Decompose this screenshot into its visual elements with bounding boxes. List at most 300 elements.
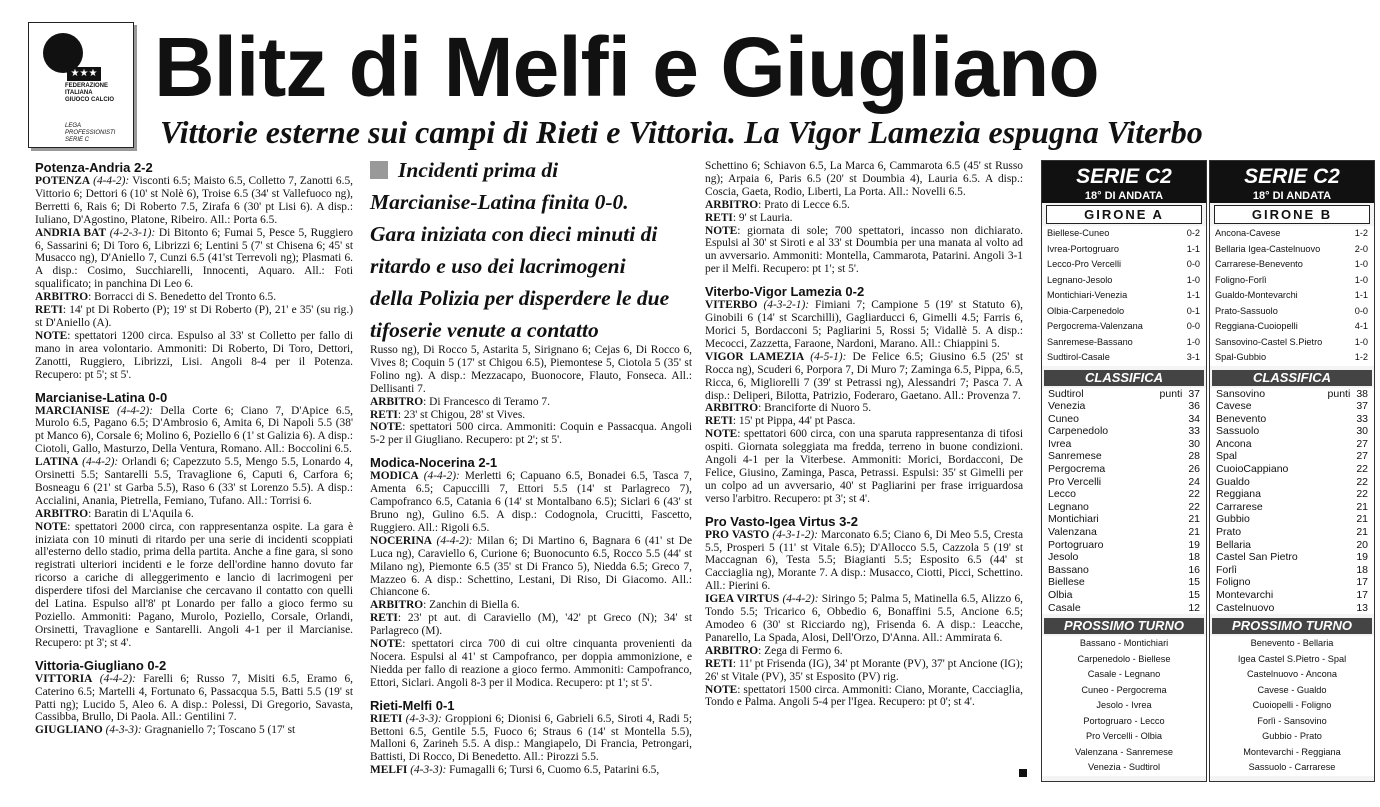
next-match: Valenzana - Sanremese <box>1042 745 1206 761</box>
match-title: Modica-Nocerina 2-1 <box>370 455 498 471</box>
team-label: RETI <box>370 408 398 421</box>
result-score: 1-0 <box>1354 336 1368 347</box>
pull-quote: Incidenti prima di Marcianise-Latina finita 0-0. Gara iniziata con dieci minuti di ritardo e uso dei lacrimogeni della Polizia per disperdere le due tifoserie venute a contatto <box>370 158 670 342</box>
match-title: Potenza-Andria 2-2 <box>35 160 153 175</box>
result-score: 1-1 <box>1186 243 1200 254</box>
paragraph-text: Fimiani 7; Campione 5 (19' st Statuto 6), Ginobili 6 (14' st Scarchilli), Gagliarducci 6, Gimelli 4.5; Farris 6, Morici 5, Bordacconi 5; Pagliarini 5, Rossi 5; Vidallè 5. A disp.: Mecocci, Zazzetta, Faraone, Nardoni, Marano. All.: Chiappini 5. <box>705 299 1024 350</box>
stars-icon: ★★★ <box>67 67 101 81</box>
standing-row <box>1042 488 1206 501</box>
result-score: 1-2 <box>1354 228 1368 238</box>
paragraph-text: : 11' pt Frisenda (IG), 34' pt Morante (PV), 37' pt Ancione (IG); 26' st Vitale (PV), 35' st Esposito (PV) rig. <box>705 657 1023 683</box>
team-label: PRO VASTO <box>705 528 770 541</box>
standing-points <box>1188 463 1200 476</box>
paragraph <box>370 713 692 765</box>
result-row <box>1042 319 1206 335</box>
square-icon <box>370 161 388 179</box>
classifica-title: CLASSIFICA <box>1044 370 1204 386</box>
team-label: VIGOR LAMEZIA <box>705 350 805 363</box>
next-match: Bassano - Montichiari <box>1042 636 1206 652</box>
result-match: Reggiana-Cuoiopelli <box>1215 321 1298 331</box>
standing-team: Gubbio <box>1216 513 1250 526</box>
result-score: 1-1 <box>1354 290 1368 300</box>
paragraph-text: : 23' st Chigou, 28' st Vives. <box>397 408 526 421</box>
column-1 <box>35 160 353 737</box>
result-score: 1-0 <box>1354 259 1368 269</box>
paragraph <box>705 593 1023 645</box>
paragraph <box>705 351 1023 403</box>
subheadline: Vittorie esterne sui campi di Rieti e Vittoria. La Vigor Lamezia espugna Viterbo <box>160 114 1203 150</box>
paragraph-text: : Branciforte di Nuoro 5. <box>758 402 872 415</box>
points-value: 17 <box>1356 589 1368 601</box>
standing-team: Castel San Pietro <box>1216 551 1298 564</box>
standing-team: Sudtirol <box>1048 387 1084 400</box>
standing-row <box>1042 513 1206 526</box>
standing-points <box>1356 413 1368 426</box>
standing-row <box>1210 501 1374 514</box>
standing-points <box>1356 551 1368 564</box>
team-label: RETI <box>705 657 733 670</box>
paragraph-text: Di Bitonto 6; Fumai 5, Pesce 5, Ruggiero 6, Sassarini 6; Di Toro 6, Librizzi 6; Lentini 5 (7' st Chisena 6; 45' st Musacco ng), D'Aniello 7, Cunzi 6.5 (41'st Terrevoli ng); Plasmati 6. A disp.: Cosimo, Succhiarelli, Innocenti, Aquaro. All.: Foti squalificato; in panchina Di Leo 6. <box>35 226 353 291</box>
paragraph <box>370 470 692 535</box>
points-value: 15 <box>1188 576 1200 589</box>
standing-row <box>1210 551 1374 564</box>
team-label: NOTE <box>705 224 738 237</box>
standing-team: Portogruaro <box>1048 538 1104 551</box>
standing-team: Casale <box>1048 601 1081 614</box>
league-text: LEGA PROFESSIONISTI SERIE C <box>65 123 116 143</box>
paragraph-text: : spettatori 2000 circa, con rappresentanza ospite. La gara è iniziata con 10 minuti di ritardo per una serie di incidenti scoppiati all'esterno dello stadio, prima della partita. Anche a fine gara, si sono registrati ulteriori incidenti e le forze dell'ordine hanno dovuto far ricorso a cariche di alleggerimento e lancio di lacrimogeni per disperdere tifosi del Marcianise che cercavano il contatto con quelli del Latina. Espulso all'8' pt Lonardo per fallo a gioco fermo su Poziello. Ammoniti: Pagano, Murolo, Poziello, Corsale, Orlandi, Orsinetti, Travaglione e Santarelli. Angoli 4-1 per il Marcianise. Recupero: pt 3'; st 4'. <box>35 520 353 649</box>
points-value: 34 <box>1188 412 1200 425</box>
points-label: punti <box>1327 387 1351 400</box>
paragraph <box>370 638 692 690</box>
standing-team: Lecco <box>1048 488 1077 501</box>
standing-points <box>1188 488 1200 501</box>
points-value: 22 <box>1356 488 1368 501</box>
paragraph-text: Orlandi 6; Capezzuto 5.5, Mengo 5.5, Lonardo 4, Orsinetti 5.5; Santarelli 5.5, Travaglione 6, Caputi 6, Carfora 6; Bosneagu 6 (21' st Garba 5.5), Raso 6 (33' st Lorenzo 5.5). A disp.: Accialini, Anania, Pietrella, Femiano, Tufano. All.: Torrisi 6. <box>35 456 353 507</box>
standing-row <box>1042 388 1206 401</box>
end-mark <box>1019 769 1027 777</box>
result-match: Pergocrema-Valenzana <box>1047 321 1143 331</box>
standing-team: Spal <box>1216 450 1238 463</box>
standing-team: Venezia <box>1048 400 1086 413</box>
paragraph <box>705 684 1023 710</box>
standing-team: Sassuolo <box>1216 425 1260 438</box>
paragraph <box>370 409 692 422</box>
standing-team: Carpenedolo <box>1048 425 1109 438</box>
result-match: Prato-Sassuolo <box>1215 305 1278 316</box>
result-match: Sanremese-Bassano <box>1047 336 1133 347</box>
formation: (4-3-1-2): <box>769 528 818 541</box>
team-label: POTENZA <box>35 175 91 187</box>
paragraph-text: : 14' pt Di Roberto (P); 19' st Di Roberto (P), 21' e 35' (su rig.) st D'Aniello (A). <box>35 304 353 329</box>
standing-team: Biellese <box>1048 576 1085 589</box>
team-label: NOTE <box>705 428 738 441</box>
team-label: RETI <box>370 612 398 625</box>
result-row <box>1042 226 1206 242</box>
points-value: 15 <box>1188 589 1200 601</box>
standing-points <box>1188 476 1200 489</box>
formation: (4-3-2-1): <box>757 299 810 312</box>
result-score: 1-1 <box>1186 290 1200 300</box>
result-score: 0-0 <box>1186 259 1200 269</box>
paragraph <box>35 724 353 737</box>
paragraph <box>705 529 1023 594</box>
standing-row <box>1042 400 1206 413</box>
formation: (4-5-1): <box>804 350 847 363</box>
paragraph-text: : spettatori circa 700 di cui oltre cinquanta provenienti da Nocera. Espulsi al 41' st Campofranco, per doppia ammonizione, e Niedda per fallo di reazione a gioco fermo. Ammoniti: Campofranco, Ettori, Siclari. Angoli 8-3 per il Modica. Recupero: pt 1'; st 5'. <box>370 638 692 689</box>
points-value: 21 <box>1188 526 1200 539</box>
result-match: Bellaria Igea-Castelnuovo <box>1215 243 1321 254</box>
paragraph <box>705 402 1023 415</box>
standing-points <box>1188 413 1200 426</box>
result-score: 0-0 <box>1186 321 1200 331</box>
points-value: 21 <box>1356 513 1368 526</box>
points-label: punti <box>1159 387 1183 400</box>
standing-team: Benevento <box>1216 412 1267 425</box>
result-score: 1-0 <box>1186 274 1200 285</box>
next-match: Gubbio - Prato <box>1210 729 1374 745</box>
result-row <box>1210 335 1374 351</box>
points-value: 22 <box>1356 475 1368 488</box>
standing-row <box>1042 576 1206 589</box>
team-label: ANDRIA BAT <box>35 226 107 239</box>
paragraph <box>370 396 692 409</box>
next-match: Castelnuovo - Ancona <box>1210 667 1374 683</box>
points-value: 19 <box>1356 551 1368 564</box>
paragraph <box>370 764 692 777</box>
standing-team: Castelnuovo <box>1216 601 1275 614</box>
result-match: Sudtirol-Casale <box>1047 352 1110 362</box>
paragraph <box>370 612 692 638</box>
standing-points <box>1356 476 1368 489</box>
points-value: 18 <box>1188 551 1200 564</box>
standing-points <box>1356 513 1368 526</box>
standing-points <box>1356 488 1368 501</box>
classifica-title: CLASSIFICA <box>1212 370 1372 386</box>
result-match: Legnano-Jesolo <box>1047 274 1113 285</box>
paragraph-text: : Baratin di L'Aquila 6. <box>88 507 194 520</box>
result-row <box>1042 350 1206 366</box>
next-round-title: PROSSIMO TURNO <box>1044 618 1204 634</box>
paragraph-text: : Zega di Fermo 6. <box>758 644 843 657</box>
standing-row <box>1042 501 1206 514</box>
standing-points <box>1328 388 1368 401</box>
standing-points <box>1356 425 1368 438</box>
standing-points <box>1188 438 1200 451</box>
standing-row <box>1210 425 1374 438</box>
match-title: Marcianise-Latina 0-0 <box>35 389 168 405</box>
team-label: RETI <box>705 415 733 428</box>
result-match: Ancona-Cavese <box>1215 228 1281 238</box>
paragraph <box>705 212 1023 225</box>
team-label: IGEA VIRTUS <box>705 593 780 606</box>
points-value: 24 <box>1188 475 1200 488</box>
points-value: 38 <box>1356 387 1368 400</box>
formation: (4-4-2): <box>432 534 473 547</box>
standing-row <box>1042 564 1206 577</box>
next-match: Cuoiopelli - Foligno <box>1210 698 1374 714</box>
paragraph-text: : Di Francesco di Teramo 7. <box>423 395 550 408</box>
standing-row <box>1042 539 1206 552</box>
formation: (4-3-3): <box>102 724 142 737</box>
series-header: SERIE C2 <box>1210 161 1374 189</box>
points-value: 27 <box>1356 450 1368 463</box>
team-label: NOTE <box>35 520 68 533</box>
series-header: SERIE C2 <box>1042 161 1206 189</box>
formation: (4-4-2): <box>90 175 130 187</box>
standing-points <box>1188 602 1200 615</box>
result-row <box>1042 257 1206 273</box>
standing-row <box>1210 400 1374 413</box>
standing-team: Forlì <box>1216 563 1237 576</box>
standing-team: Sansovino <box>1216 387 1266 400</box>
next-match: Venezia - Sudtirol <box>1042 760 1206 776</box>
result-row <box>1210 288 1374 304</box>
paragraph <box>705 428 1023 505</box>
paragraph-text: : spettatori 600 circa, con una sparuta rappresentanza di tifosi ospiti. Giornata soleggiata ma fredda, terreno in buone condizioni. Angoli 4-1 per la Viterbese. Ammoniti: Morici, Bordacconi, De Felice, Giusino, Zaminga, Pasca, Petrassi. Espulsi: 35' st Gimelli per un colpo ad un avversario, 40' st Pagliarini per frase irriguardosa verso l'arbitro. Recupero: pt 3'; st 4'. <box>705 428 1023 505</box>
paragraph <box>705 225 1023 277</box>
next-match: Jesolo - Ivrea <box>1042 698 1206 714</box>
standing-points <box>1356 539 1368 552</box>
paragraph <box>35 405 353 457</box>
standing-team: Bassano <box>1048 563 1089 576</box>
result-match: Montichiari-Venezia <box>1047 290 1128 300</box>
team-label: MARCIANISE <box>35 404 110 417</box>
paragraph-text: Farelli 6; Russo 7, Misiti 6.5, Eramo 6, Caterino 6.5; Martelli 4, Fortunato 6, Passacqua 5.5, Batti 5.5 (19' st Patti ng); Lucido 5, Aleo 6. A disp.: Polessi, Di Gregorio, Savasta, Cassibba, Brullo, Di Paola. All.: Gentilini 7. <box>35 672 354 724</box>
result-match: Olbia-Carpenedolo <box>1047 305 1125 316</box>
match-title: Pro Vasto-Igea Virtus 3-2 <box>705 513 858 529</box>
standing-team: Pergocrema <box>1048 463 1106 476</box>
paragraph-text: : 9' st Lauria. <box>732 211 793 224</box>
paragraph-text: : spettatori 1500 circa. Ammoniti: Ciano, Morante, Cacciaglia, Tondo e Palma. Angoli 5-4 per l'Igea. Recupero: pt 0'; st 4'. <box>705 683 1023 709</box>
result-match: Gualdo-Montevarchi <box>1215 290 1298 300</box>
formation: (4-4-2): <box>78 456 119 469</box>
team-label: NOTE <box>370 638 403 651</box>
girone-name: GIRONE A <box>1046 205 1202 224</box>
standing-points <box>1356 564 1368 577</box>
points-value: 22 <box>1356 463 1368 476</box>
paragraph-text: Milan 6; Di Martino 6, Bagnara 6 (41' st De Luca ng), Caraviello 6, Curione 6; Buonocunto 6.5, Rocco 5.5 (44' st Milano ng), Piemonte 6.5 (35' st Di Franco 5), Niedda 6.5; Greco 7, Mazzeo 6. A disp.: Schettino, Lestani, Di Riso, Di Giacomo. All.: Chiancone 6. <box>370 534 693 599</box>
result-score: 0-2 <box>1186 228 1200 238</box>
next-match: Forlì - Sansovino <box>1210 714 1374 730</box>
paragraph-text: : spettatori 1200 circa. Espulso al 33' st Colletto per fallo di mano in area volontario. Ammoniti: Di Roberto, Di Toro, Dettori, Zanotti, Ruggiero, Librizzi, Lisi. Angoli 8-4 per il Potenza. Recupero: pt 5'; st 5'. <box>35 329 353 381</box>
girone-name: GIRONE B <box>1214 205 1370 224</box>
result-match: Lecco-Pro Vercelli <box>1047 259 1122 269</box>
standing-points <box>1188 400 1200 413</box>
standing-row <box>1210 488 1374 501</box>
standing-points <box>1356 463 1368 476</box>
paragraph-text: Fumagalli 6; Tursi 6, Cuomo 6.5, Patarini 6.5, <box>446 764 660 777</box>
standing-points <box>1356 602 1368 615</box>
standing-team: Cuneo <box>1048 412 1079 425</box>
points-value: 28 <box>1188 450 1200 463</box>
round-label: 18° DI ANDATA <box>1210 189 1374 203</box>
standing-row <box>1210 413 1374 426</box>
standing-row <box>1210 450 1374 463</box>
standing-team: Ancona <box>1216 437 1252 450</box>
paragraph <box>370 421 692 447</box>
standing-team: CuoioCappiano <box>1216 463 1289 476</box>
team-label: RIETI <box>370 712 403 725</box>
column-2 <box>370 344 692 777</box>
team-label: NOTE <box>705 683 738 696</box>
paragraph <box>705 415 1023 428</box>
next-match: Carpenedolo - Biellese <box>1042 652 1206 668</box>
team-label: NOTE <box>35 329 68 342</box>
result-match: Carrarese-Benevento <box>1215 259 1303 269</box>
result-row <box>1210 257 1374 273</box>
standing-team: Montevarchi <box>1216 589 1274 601</box>
paragraph <box>35 456 353 508</box>
team-label: NOTE <box>370 421 403 434</box>
standing-points <box>1188 513 1200 526</box>
paragraph-text: Merletti 6; Capuano 6.5, Bonadei 6.5, Tasca 7, Amenta 6.5; Capuccilli 7, Ettori 5.5 (14' st Parlagreco 7), Campofranco 6.5, Catania 6 (14' st Montalbano 6.5); Siclari 6 (43' st Bruno ng), Gulino 6.5. A disp.: Codognola, Crucitti, Fascetto, Ruggiero. All.: Rigoli 6.5. <box>370 470 692 534</box>
standing-points <box>1356 589 1368 602</box>
standing-points <box>1160 388 1200 401</box>
result-score: 1-0 <box>1186 336 1200 347</box>
paragraph <box>705 299 1023 351</box>
result-row <box>1042 273 1206 289</box>
standing-team: Reggiana <box>1216 488 1261 501</box>
formation: (4-4-2): <box>418 470 460 483</box>
team-label: LATINA <box>35 456 79 469</box>
standing-points <box>1188 551 1200 564</box>
result-match: Ivrea-Portogruaro <box>1047 243 1120 254</box>
paragraph-text: Marconato 6.5; Ciano 6, Di Meo 5.5, Cresta 5.5, Prosperi 5 (11' st Vitale 6.5); D'Allocco 5.5, Cazzola 5 (19' st Maccagnan 6), Testa 5.5; Biagianti 5.5; Esposito 6.5 (44' st Cacciaglia ng), Morante 7. A disp.: Musacco, Ciotti, Picci, Schettino. All.: Pierini 6. <box>705 528 1024 593</box>
paragraph <box>35 291 353 304</box>
standing-team: Carrarese <box>1216 500 1263 513</box>
girone-a-box <box>1041 160 1207 782</box>
standing-points <box>1188 564 1200 577</box>
standing-points <box>1356 526 1368 539</box>
standing-row <box>1210 388 1374 401</box>
paragraph-text: Schettino 6; Schiavon 6.5, La Marca 6, Cammarota 6.5 (45' st Russo ng); Arpaia 6, Paris 6.5 (20' st Doumbia 4), Lauria 6.5. A disp.: Coscia, Gaeta, Rodio, Liberti, La Porta. All.: Novelli 6.5. <box>705 160 1023 198</box>
round-label: 18° DI ANDATA <box>1042 189 1206 203</box>
points-value: 33 <box>1188 425 1200 438</box>
match-title: Viterbo-Vigor Lamezia 0-2 <box>705 284 865 300</box>
standing-team: Gualdo <box>1216 475 1250 488</box>
points-value: 22 <box>1188 488 1200 501</box>
standing-points <box>1188 539 1200 552</box>
points-value: 27 <box>1356 437 1368 450</box>
next-match: Portogruaro - Lecco <box>1042 714 1206 730</box>
team-label: MODICA <box>370 470 419 483</box>
next-match: Casale - Legnano <box>1042 667 1206 683</box>
paragraph <box>705 160 1023 199</box>
formation: (4-4-2): <box>92 672 136 685</box>
standing-team: Foligno <box>1216 576 1251 589</box>
standing-points <box>1188 576 1200 589</box>
standing-team: Prato <box>1216 526 1242 539</box>
standing-team: Legnano <box>1048 500 1089 513</box>
paragraph <box>35 521 353 650</box>
formation: (4-4-2): <box>109 404 154 417</box>
standing-row <box>1042 438 1206 451</box>
federation-text: FEDERAZIONE ITALIANA GIUOCO CALCIO <box>65 83 114 103</box>
result-score: 0-1 <box>1186 305 1200 316</box>
team-label: VITTORIA <box>35 672 93 685</box>
paragraph-text: : Borracci di S. Benedetto del Tronto 6.5. <box>88 291 277 304</box>
standing-team: Olbia <box>1048 589 1073 601</box>
standing-points <box>1356 400 1368 413</box>
standing-row <box>1210 463 1374 476</box>
standing-team: Valenzana <box>1048 526 1097 539</box>
result-match: Biellese-Cuneo <box>1047 228 1110 238</box>
paragraph <box>370 535 692 600</box>
team-label: GIUGLIANO <box>35 724 103 737</box>
next-match: Cuneo - Pergocrema <box>1042 683 1206 699</box>
result-match: Foligno-Forlì <box>1215 274 1267 285</box>
column-3 <box>705 160 1023 709</box>
standing-team: Bellaria <box>1216 538 1252 551</box>
result-row <box>1210 242 1374 258</box>
paragraph-text: : giornata di sole; 700 spettatori, incasso non dichiarato. Espulsi al 30' st Siroti e al 33' st Doumbia per una manata al volto ad un avversario. Ammoniti: Montella, Cammarota, Patarini. Angoli 3-1 per il Melfi. Recupero: pt 1'; st 5'. <box>705 224 1023 276</box>
next-match: Pro Vercelli - Olbia <box>1042 729 1206 745</box>
result-score: 0-0 <box>1354 305 1368 316</box>
points-value: 13 <box>1356 601 1368 614</box>
standing-row <box>1210 526 1374 539</box>
standing-row <box>1210 438 1374 451</box>
result-row <box>1042 288 1206 304</box>
standing-points <box>1188 589 1200 602</box>
team-label: ARBITRO <box>705 402 759 415</box>
points-value: 18 <box>1356 563 1368 576</box>
points-value: 21 <box>1188 513 1200 526</box>
paragraph <box>35 227 353 292</box>
points-value: 37 <box>1356 400 1368 413</box>
result-row <box>1042 335 1206 351</box>
standing-points <box>1356 576 1368 589</box>
standing-team: Jesolo <box>1048 551 1079 564</box>
points-value: 36 <box>1188 400 1200 413</box>
headline: Blitz di Melfi e Giugliano <box>154 20 1099 114</box>
next-match: Benevento - Bellaria <box>1210 636 1374 652</box>
result-row <box>1042 242 1206 258</box>
formation: (4-3-3): <box>407 764 447 777</box>
team-label: ARBITRO <box>705 198 759 211</box>
standing-row <box>1042 602 1206 615</box>
formation: (4-4-2): <box>779 593 819 606</box>
team-label: NOCERINA <box>370 534 433 547</box>
standing-points <box>1188 501 1200 514</box>
paragraph <box>35 330 353 382</box>
standing-points <box>1356 438 1368 451</box>
match-title: Vittoria-Giugliano 0-2 <box>35 657 167 673</box>
result-row <box>1210 319 1374 335</box>
standing-team: Pro Vercelli <box>1048 475 1102 488</box>
standing-points <box>1356 450 1368 463</box>
paragraph <box>705 645 1023 658</box>
next-match: Montevarchi - Reggiana <box>1210 745 1374 761</box>
standing-row <box>1042 589 1206 602</box>
paragraph <box>35 304 353 330</box>
paragraph-text: : 15' pt Pippa, 44' pt Pasca. <box>732 415 856 428</box>
standing-row <box>1042 551 1206 564</box>
team-label: RETI <box>35 304 63 317</box>
standing-team: Sanremese <box>1048 450 1102 463</box>
team-label: ARBITRO <box>705 644 759 657</box>
points-value: 21 <box>1356 500 1368 513</box>
points-value: 30 <box>1188 437 1200 450</box>
team-label: ARBITRO <box>35 507 89 520</box>
paragraph-text: Visconti 6.5; Maisto 6.5, Colletto 7, Zanotti 6.5, Vittorio 6; Dettori 6 (10' st Nolè 6), Troise 6.5 (34' st Vallefuoco ng), Berretti 6, Rais 6; Di Roberto 7.5, Zirafa 6 (30' pt Lisi 6). A disp.: Iuliano, D'Agostino, Platone, Ribeiro. All.: Porta 6.5. <box>35 175 353 226</box>
paragraph-text: : Zanchin di Biella 6. <box>423 599 520 612</box>
points-value: 22 <box>1188 500 1200 513</box>
points-value: 33 <box>1356 412 1368 425</box>
paragraph-text: : spettatori 500 circa. Ammoniti: Coquin e Passacqua. Angoli 5-2 per il Giugliano. Recupero: pt 2'; st 5'. <box>370 421 692 447</box>
team-label: ARBITRO <box>35 291 89 304</box>
team-label: RETI <box>705 211 733 224</box>
